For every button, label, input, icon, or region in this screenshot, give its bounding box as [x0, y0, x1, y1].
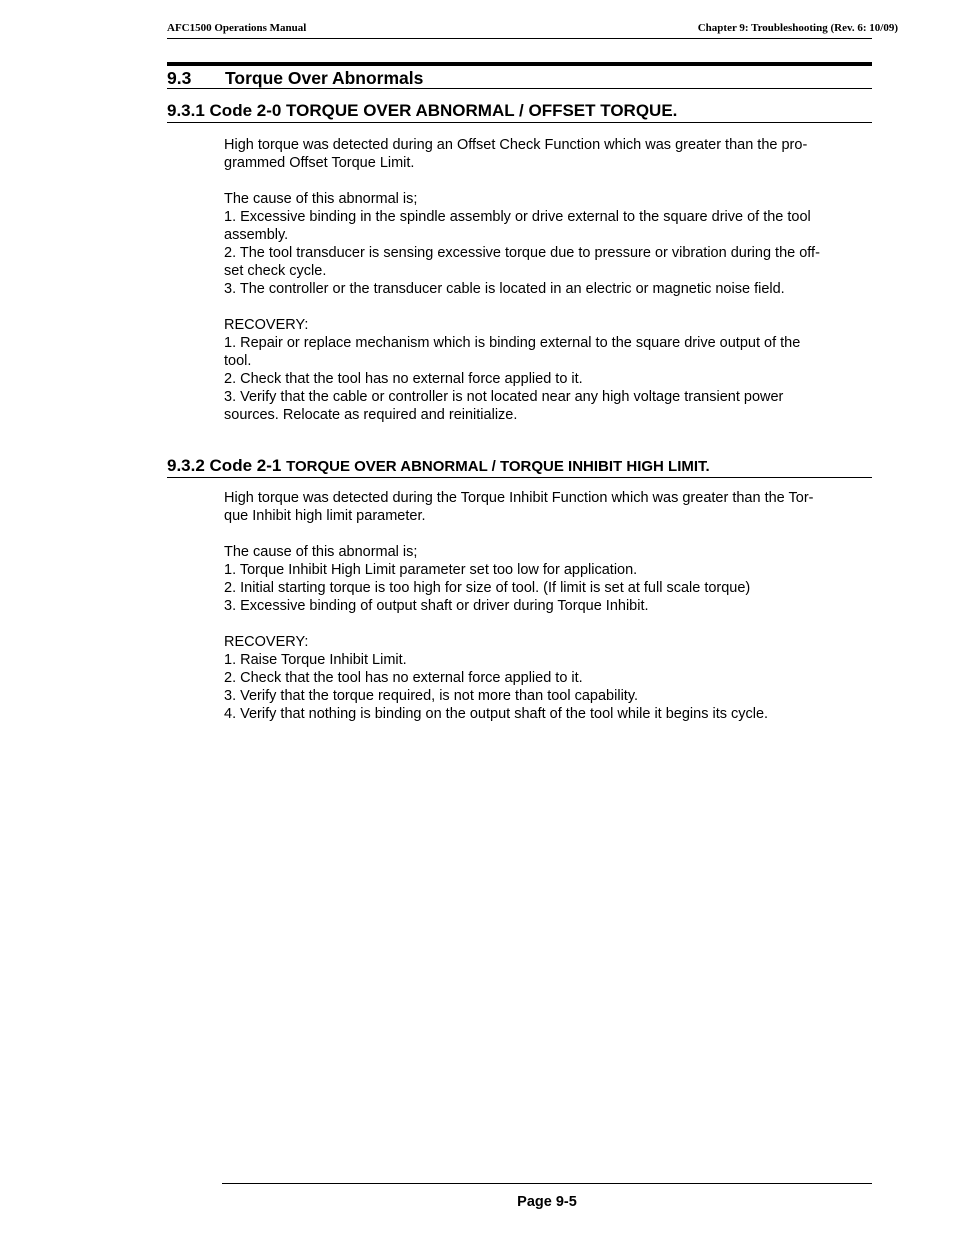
running-header: [167, 22, 898, 39]
cause-item: set check cycle.: [224, 263, 327, 279]
recovery-item: 4. Verify that nothing is binding on the output shaft of the tool while it begins its cycle.: [224, 706, 769, 722]
text-line: High torque was detected during the Torque Inhibit Function which was greater than the Tor-: [224, 490, 814, 506]
section-number: 9.3: [167, 68, 192, 88]
cause-item: assembly.: [224, 227, 289, 243]
recovery-item: 2. Check that the tool has no external force applied to it.: [224, 670, 583, 686]
cause-item: 1. Excessive binding in the spindle assembly or drive external to the square drive of the tool: [224, 209, 811, 225]
intro-paragraph-931: [224, 136, 869, 172]
chapter-title: Chapter 9: Troubleshooting (Rev. 6: 10/09): [697, 22, 898, 34]
subsection-body-932: [224, 489, 869, 723]
subsection-title-932-rest: TORQUE OVER ABNORMAL / TORQUE INHIBIT HIGH LIMIT.: [286, 458, 710, 475]
recovery-item: 1. Repair or replace mechanism which is binding external to the square drive output of the: [224, 335, 801, 351]
section-title: Torque Over Abnormals: [225, 68, 424, 88]
subsection-title-932: 9.3.2 Code 2-1: [167, 456, 287, 475]
recovery-item: tool.: [224, 353, 252, 369]
cause-item: 3. Excessive binding of output shaft or driver during Torque Inhibit.: [224, 598, 649, 614]
subsection-heading-932: [167, 456, 872, 478]
cause-heading: The cause of this abnormal is;: [224, 191, 418, 207]
cause-heading: The cause of this abnormal is;: [224, 544, 418, 560]
intro-paragraph-932: [224, 489, 869, 525]
section-rule: [167, 62, 872, 66]
page-number: Page 9-5: [517, 1194, 577, 1210]
cause-item: 3. The controller or the transducer cable is located in an electric or magnetic noise field.: [224, 281, 785, 297]
subsection-heading-931: [167, 101, 872, 123]
cause-paragraph-932: [224, 543, 869, 615]
section-heading: [167, 67, 872, 89]
cause-item: 1. Torque Inhibit High Limit parameter set too low for application.: [224, 562, 638, 578]
text-line: que Inhibit high limit parameter.: [224, 508, 426, 524]
cause-paragraph-931: [224, 190, 869, 298]
subsection-title-931: 9.3.1 Code 2-0 TORQUE OVER ABNORMAL / OFFSET TORQUE.: [167, 101, 678, 120]
recovery-item: sources. Relocate as required and reinitialize.: [224, 407, 518, 423]
text-line: grammed Offset Torque Limit.: [224, 155, 415, 171]
recovery-paragraph-932: [224, 633, 869, 723]
recovery-item: 1. Raise Torque Inhibit Limit.: [224, 652, 407, 668]
recovery-item: 3. Verify that the torque required, is not more than tool capability.: [224, 688, 639, 704]
recovery-paragraph-931: [224, 316, 869, 424]
manual-title: AFC1500 Operations Manual: [167, 22, 307, 34]
subsection-body-931: [224, 136, 869, 424]
recovery-heading: RECOVERY:: [224, 634, 309, 650]
footer-rule: [222, 1183, 872, 1184]
cause-item: 2. The tool transducer is sensing excessive torque due to pressure or vibration during the off-: [224, 245, 820, 261]
recovery-heading: RECOVERY:: [224, 317, 309, 333]
recovery-item: 3. Verify that the cable or controller is not located near any high voltage transient power: [224, 389, 784, 405]
text-line: High torque was detected during an Offset Check Function which was greater than the pro-: [224, 137, 808, 153]
cause-item: 2. Initial starting torque is too high for size of tool. (If limit is set at full scale torque): [224, 580, 751, 596]
recovery-item: 2. Check that the tool has no external force applied to it.: [224, 371, 583, 387]
